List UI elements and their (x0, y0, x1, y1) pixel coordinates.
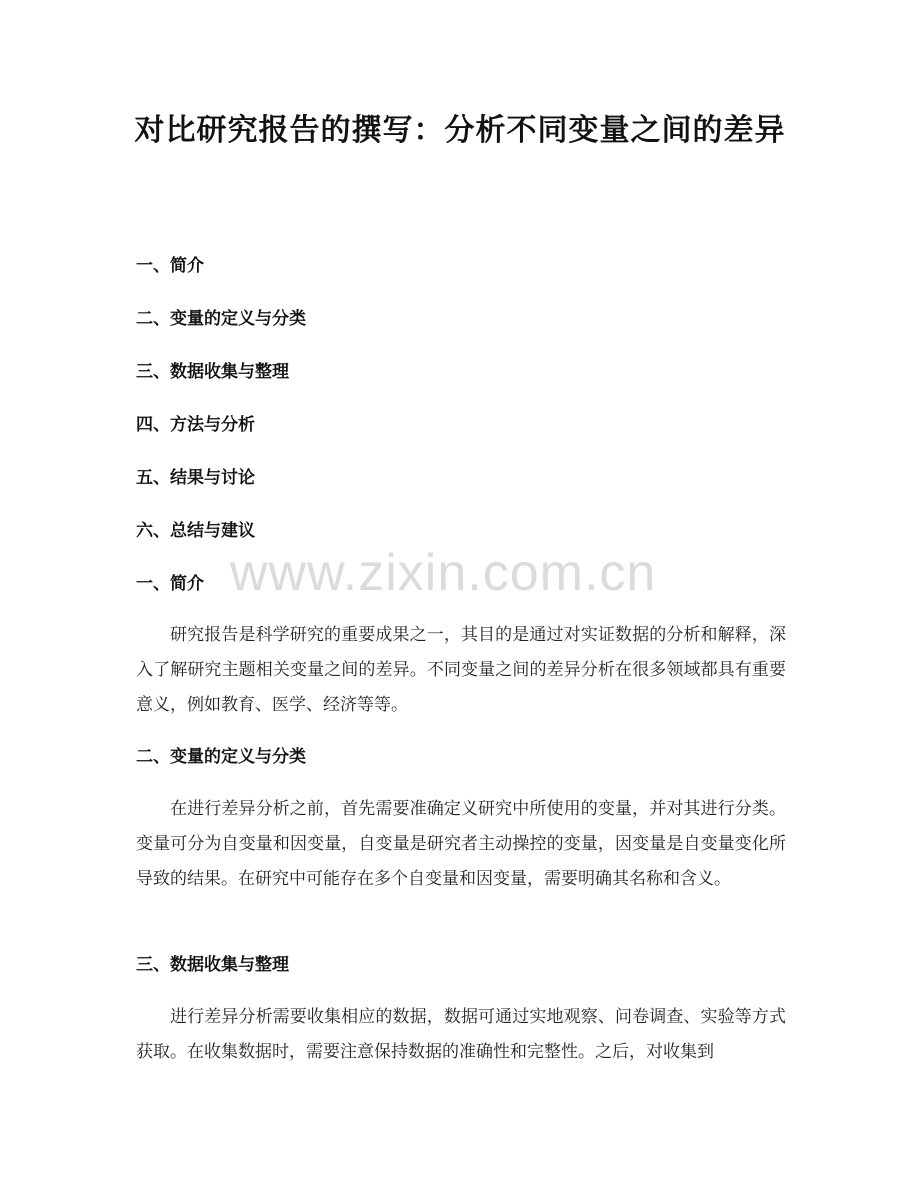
section-heading-data: 三、数据收集与整理 (136, 955, 289, 975)
toc-item: 六、总结与建议 (136, 521, 255, 541)
section-body-data: 进行差异分析需要收集相应的数据，数据可通过实地观察、问卷调查、实验等方式获取。在收集数据时，需要注意保持数据的准确性和完整性。之后，对收集到 (136, 1007, 786, 1062)
toc-item: 三、数据收集与整理 (136, 362, 289, 382)
section-body-intro: 研究报告是科学研究的重要成果之一，其目的是通过对实证数据的分析和解释，深入了解研究主题相关变量之间的差异。不同变量之间的差异分析在很多领域都具有重要意义，例如教育、医学、经济等等。 (136, 625, 786, 715)
document-title: 对比研究报告的撰写：分析不同变量之间的差异 (134, 113, 786, 148)
toc-item: 四、方法与分析 (136, 415, 255, 435)
table-of-contents (136, 250, 306, 568)
toc-item: 二、变量的定义与分类 (136, 309, 306, 329)
section-heading-variables: 二、变量的定义与分类 (136, 747, 306, 767)
watermark: www.zixin.com.cn (230, 544, 657, 602)
section-body-variables: 在进行差异分析之前，首先需要准确定义研究中所使用的变量，并对其进行分类。变量可分为自变量和因变量，自变量是研究者主动操控的变量，因变量是自变量变化所导致的结果。在研究中可能存在多个自变量和因变量，需要明确其名称和含义。 (136, 799, 786, 889)
section-heading-intro: 一、简介 (136, 574, 204, 594)
toc-item: 五、结果与讨论 (136, 468, 255, 488)
toc-item: 一、简介 (136, 256, 204, 276)
